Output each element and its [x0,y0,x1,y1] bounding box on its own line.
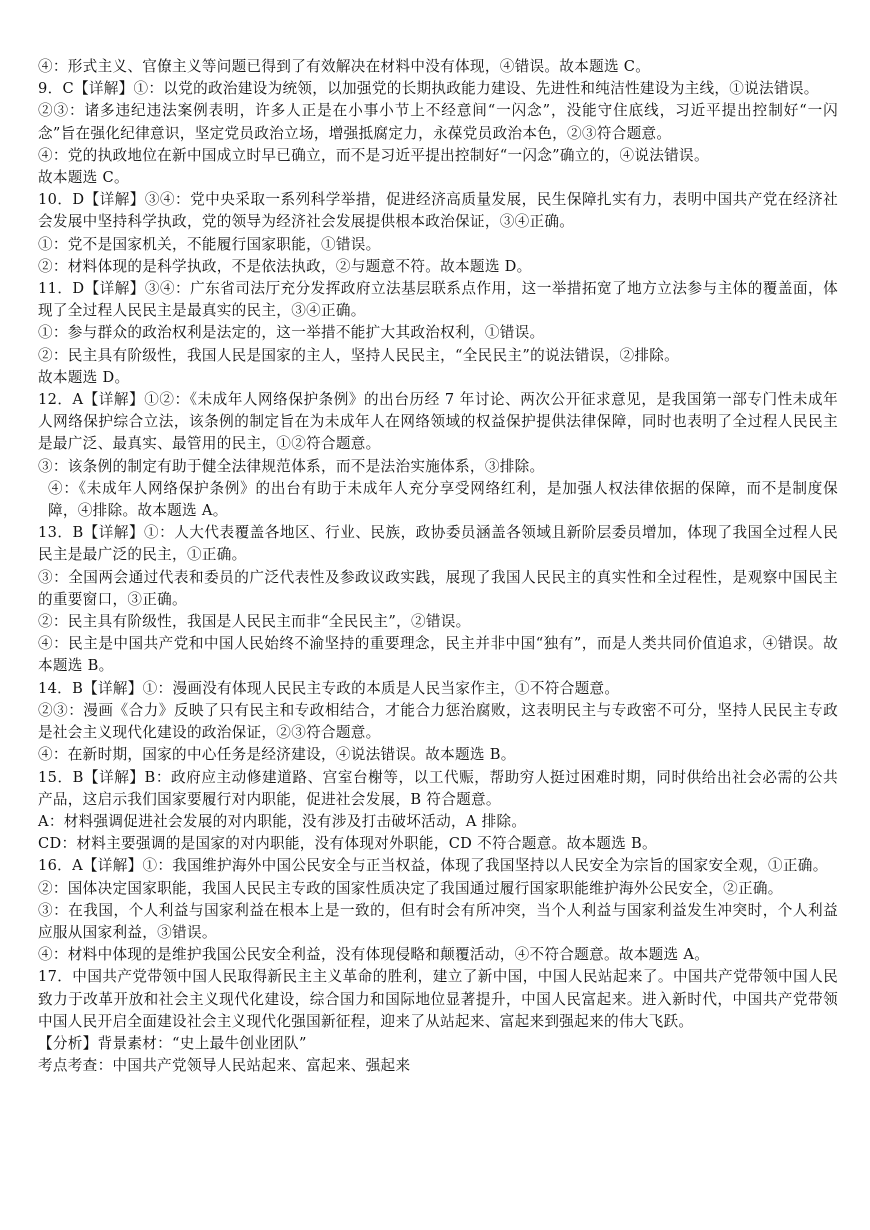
text-line: ④：材料中体现的是维护我国公民安全利益，没有体现侵略和颠覆活动，④不符合题意。故本题选 A。 [38,946,710,964]
text-line: ③：全国两会通过代表和委员的广泛代表性及参政议政实践，展现了我国人民民主的真实性和全过程性，是观察中国民主的重要窗口，③正确。 [38,568,838,608]
text-line: ②：国体决定国家职能，我国人民民主专政的国家性质决定了我国通过履行国家职能维护海外公民安全，②正确。 [38,879,783,897]
text-line: ②③：诸多违纪违法案例表明，许多人正是在小事小节上不经意间“一闪念”，没能守住底线，习近平提出控制好“一闪念”旨在强化纪律意识，坚定党员政治立场，增强抵腐定力，永葆党员政治本色，②③符合题意。 [38,102,838,142]
answer-10: 10．D【详解】③④：党中央采取一系列科学举措，促进经济高质量发展，民生保障扎实有力，表明中国共产党在经济社会发展中坚持科学执政，党的领导为经济社会发展提供根本政治保证，③④正确。 [38,191,838,231]
text-line: ③：在我国，个人利益与国家利益在根本上是一致的，但有时会有所冲突，当个人利益与国家利益发生冲突时，个人利益应服从国家利益，③错误。 [38,901,838,941]
text-line: 故本题选 D。 [38,368,130,386]
text-line: ②：材料体现的是科学执政，不是依法执政，②与题意不符。故本题选 D。 [38,257,532,275]
answer-16: 16．A【详解】①：我国维护海外中国公民安全与正当权益，体现了我国坚持以人民安全为宗旨的国家安全观，①正确。 [38,857,828,875]
text-line: ②：民主具有阶级性，我国是人民民主而非“全民民主”，②错误。 [38,613,471,631]
answer-17: 17．中国共产党带领中国人民取得新民主主义革命的胜利，建立了新中国，中国人民站起来了。中国共产党带领中国人民致力于改革开放和社会主义现代化建设，综合国力和国际地位显著提升，中国人民富起来。进入新时代，中国共产党带领中国人民开启全面建设社会主义现代化强国新征程，迎来了从站起来、富起来到强起来的伟大飞跃。 [38,968,838,1030]
text-line: ②：民主具有阶级性，我国人民是国家的主人，坚持人民民主，“全民民主”的说法错误，②排除。 [38,346,680,364]
text-line: ④：民主是中国共产党和中国人民始终不渝坚持的重要理念，民主并非中国“独有”，而是人类共同价值追求，④错误。故本题选 B。 [38,635,838,675]
text-line: ④：《未成年人网络保护条例》的出台有助于未成年人充分享受网络红利，是加强人权法律依据的保障，而不是制度保障，④排除。故本题选 A。 [48,479,838,520]
text-line: ④：形式主义、官僚主义等问题已得到了有效解决在材料中没有体现，④错误。故本题选 C。 [38,58,651,75]
answer-13: 13．B【详解】①：人大代表覆盖各地区、行业、民族，政协委员涵盖各领域且新阶层委员增加，体现了我国全过程人民民主是最广泛的民主，①正确。 [38,524,838,564]
text-line: A：材料强调促进社会发展的对内职能，没有涉及打击破坏活动，A 排除。 [38,812,527,830]
answer-12: 12．A【详解】①②：《未成年人网络保护条例》的出台历经 7 年讨论、两次公开征求意见，是我国第一部专门性未成年人网络保护综合立法，该条例的制定旨在为未成年人在网络领域的权益保护提供法律保障，同时也表明了全过程人民民主是最广泛、最真实、最管用的民主，①②符合题意。 [38,391,838,453]
text-line: ①：参与群众的政治权利是法定的，这一举措不能扩大其政治权利，①错误。 [38,324,545,342]
text-line: ③：该条例的制定有助于健全法律规范体系，而不是法治实施体系，③排除。 [38,457,545,475]
answer-15: 15．B【详解】B：政府应主动修建道路、宫室台榭等，以工代赈，帮助穷人挺过困难时期，同时供给出社会必需的公共产品，这启示我们国家要履行对内职能，促进社会发展，B 符合题意。 [38,768,838,808]
text-line: 故本题选 C。 [38,169,129,187]
text-line: CD：材料主要强调的是国家的对内职能，没有体现对外职能，CD 不符合题意。故本题选 B。 [38,835,657,853]
text-line: ①：党不是国家机关，不能履行国家职能，①错误。 [38,235,381,253]
answer-9: 9．C【详解】①：以党的政治建设为统领，以加强党的长期执政能力建设、先进性和纯洁性建设为主线，①说法错误。 [38,80,819,98]
text-line: ④：党的执政地位在新中国成立时早已确立，而不是习近平提出控制好“一闪念”确立的，④说法错误。 [38,146,709,164]
answer-11: 11．D【详解】③④：广东省司法厅充分发挥政府立法基层联系点作用，这一举措拓宽了地方立法参与主体的覆盖面，体现了全过程人民民主是最真实的民主，③④正确。 [38,280,838,320]
answer-document [38,56,838,1077]
analysis-background: 【分析】背景素材：“史上最牛创业团队” [38,1034,307,1052]
analysis-topic: 考点考查：中国共产党领导人民站起来、富起来、强起来 [38,1057,411,1075]
text-line: ④：在新时期，国家的中心任务是经济建设，④说法错误。故本题选 B。 [38,746,516,764]
text-line: ②③：漫画《合力》反映了只有民主和专政相结合，才能合力惩治腐败，这表明民主与专政密不可分，坚持人民民主专政是社会主义现代化建设的政治保证，②③符合题意。 [38,701,838,742]
answer-14: 14．B【详解】①：漫画没有体现人民民主专政的本质是人民当家作主，①不符合题意。 [38,679,620,697]
